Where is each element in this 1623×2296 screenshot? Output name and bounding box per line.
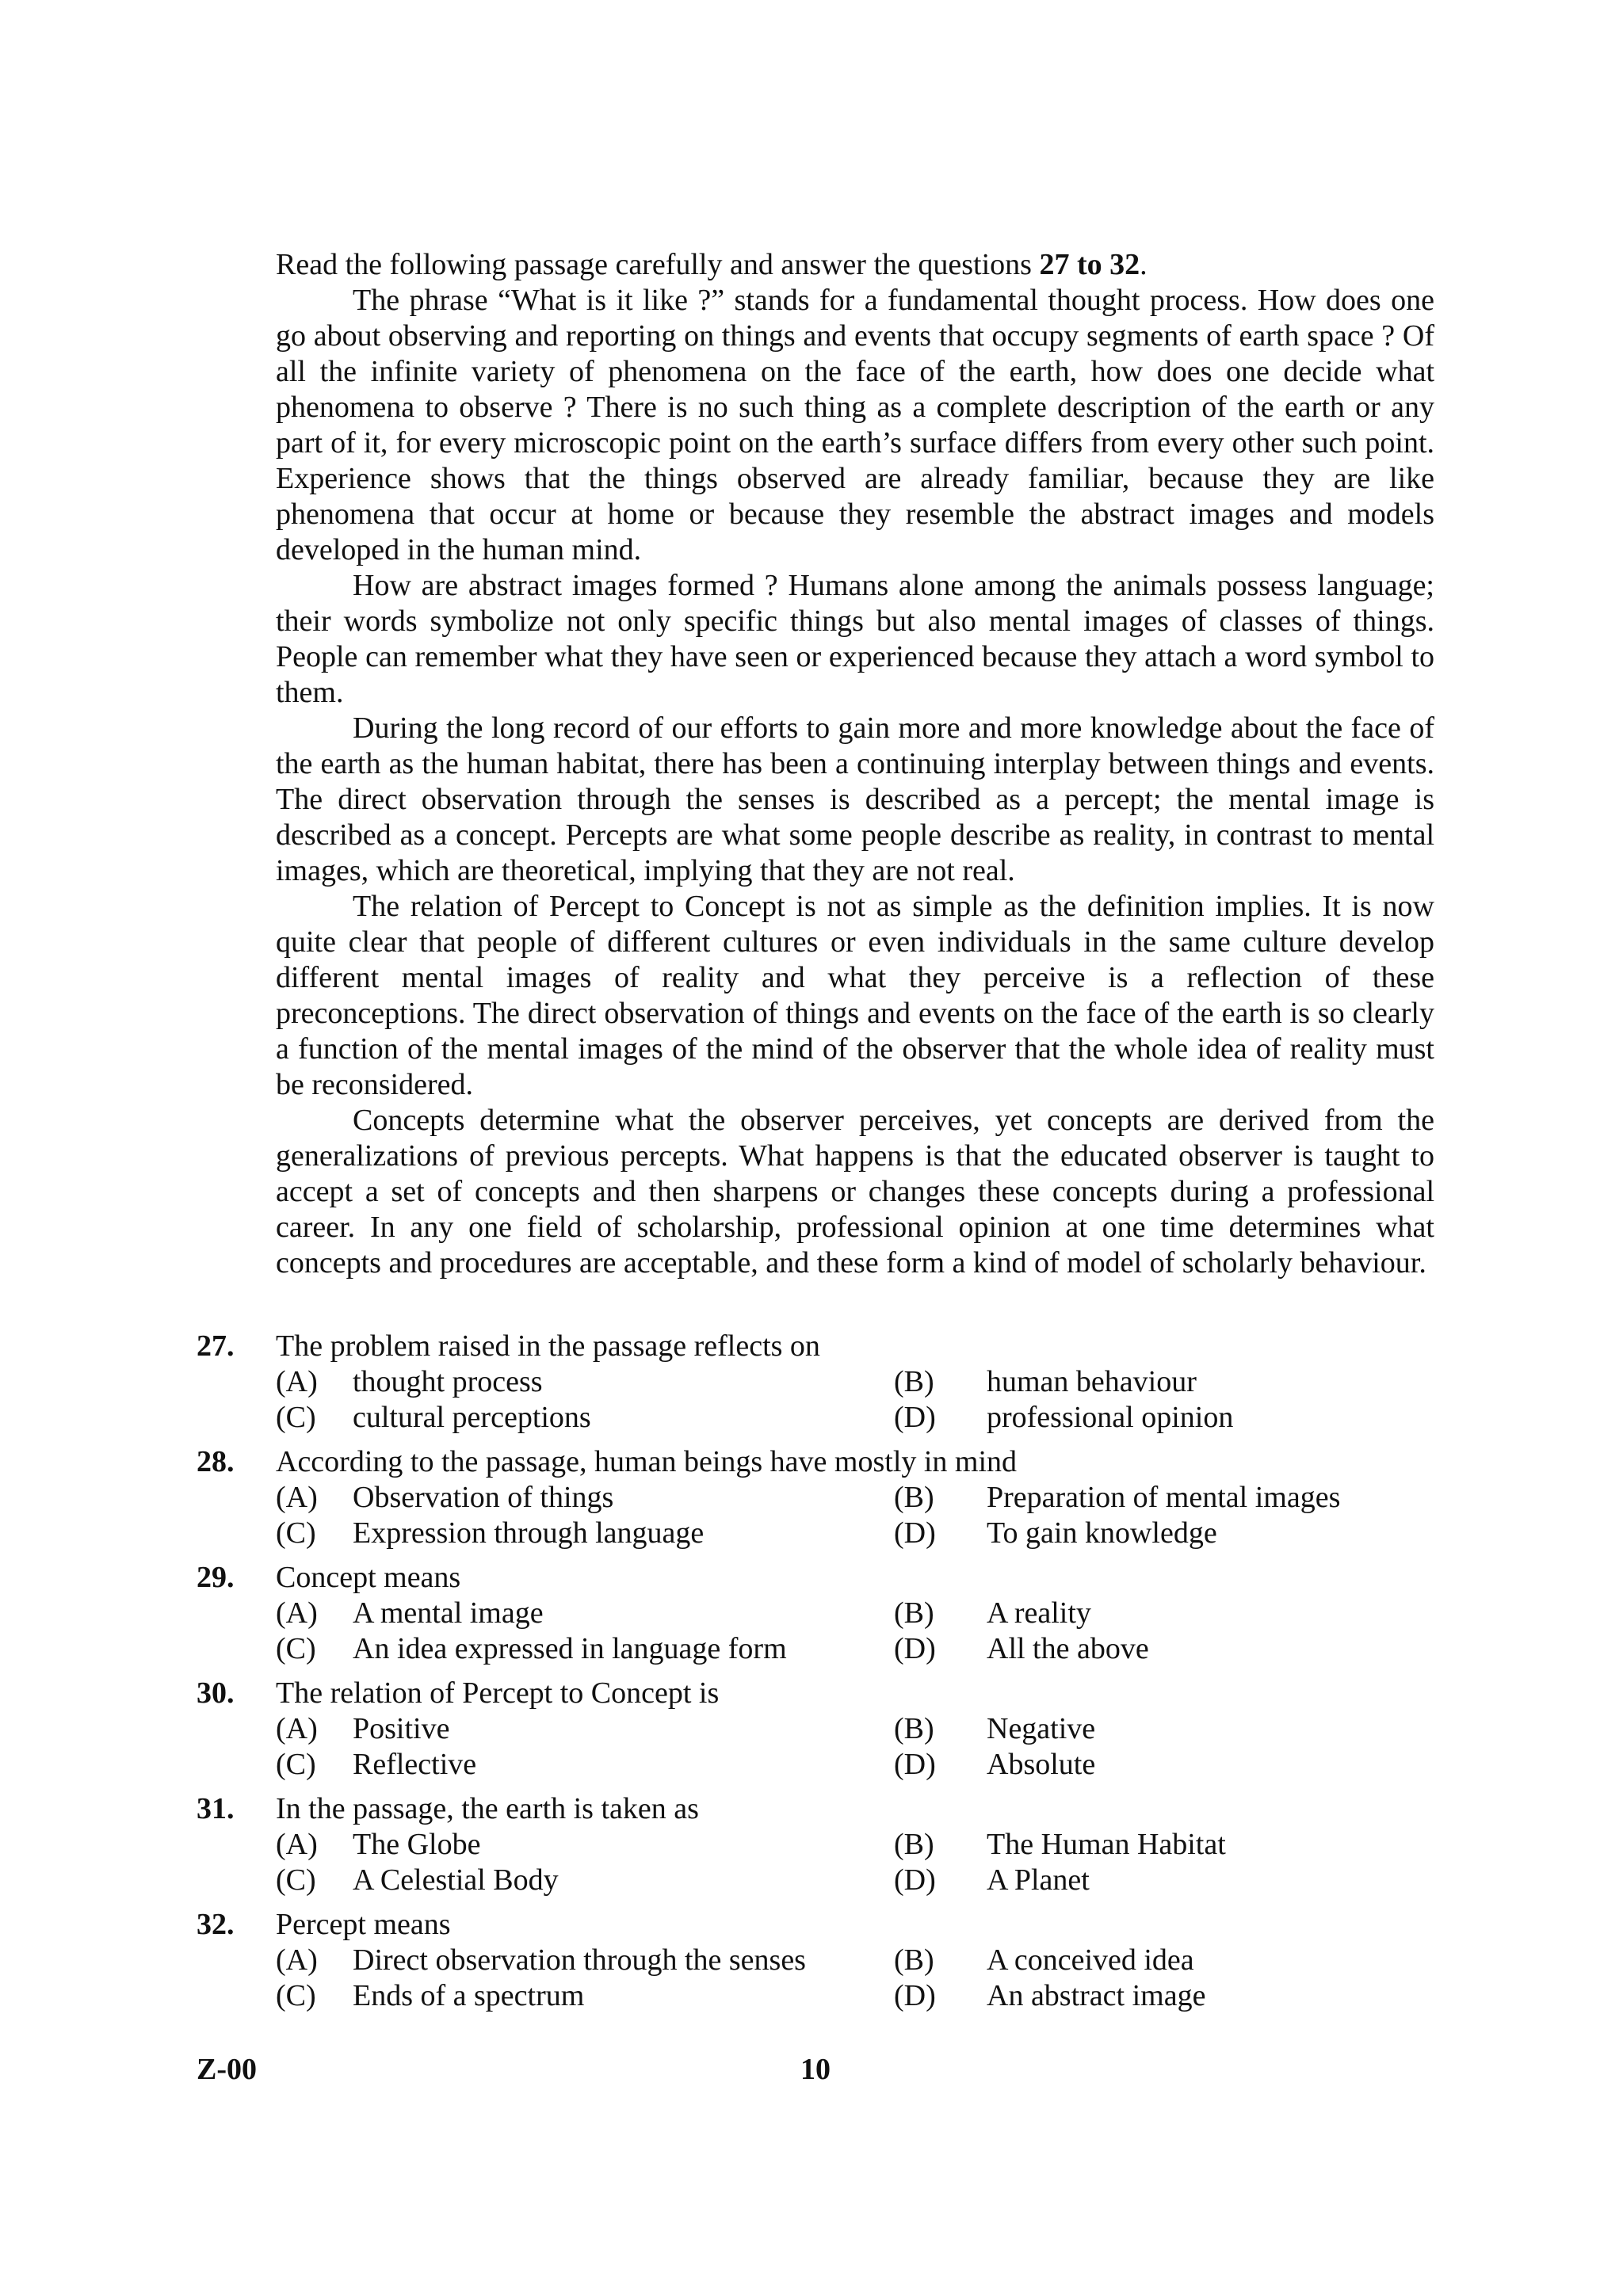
question-number: 31.: [197, 1792, 235, 1825]
option-letter: (D): [894, 1516, 936, 1550]
passage-paragraph-3: During the long record of our efforts to gain more and more knowledge about the face of the earth as the human habitat, there has been a continuing interplay between things and events. The direct observation through the senses is described as a percept; the mental image is described as a concept. Percepts are what some people describe as reality, in contrast to mental images, which are theoretical, implying that they are not real.: [276, 711, 1434, 887]
question-31: [197, 1791, 1434, 1898]
option-letter: (D): [894, 1632, 936, 1665]
option-letter: (B): [894, 1943, 934, 1977]
question-text: The problem raised in the passage reflects on: [276, 1329, 820, 1363]
option-letter: (B): [894, 1481, 934, 1514]
question-number: 30.: [197, 1676, 235, 1710]
page-number: 10: [800, 2053, 831, 2086]
option-text: A reality: [987, 1596, 1091, 1630]
option-letter: (C): [276, 1632, 316, 1665]
instruction-text: Read the following passage carefully and answer the questions: [276, 248, 1040, 281]
option-letter: (C): [276, 1516, 316, 1550]
option-text: A Planet: [987, 1863, 1090, 1897]
option-text: A conceived idea: [987, 1943, 1194, 1977]
question-text: According to the passage, human beings have mostly in mind: [276, 1445, 1018, 1478]
question-29: [197, 1560, 1434, 1667]
instruction-question-range: 27 to 32: [1039, 248, 1140, 281]
question-28: [197, 1444, 1434, 1551]
question-27: [197, 1329, 1434, 1436]
option-letter: (A): [276, 1596, 318, 1630]
option-letter: (D): [894, 1863, 936, 1897]
option-letter: (C): [276, 1748, 316, 1781]
option-letter: (C): [276, 1979, 316, 2012]
question-30: [197, 1676, 1434, 1783]
option-letter: (B): [894, 1712, 934, 1745]
option-text: Observation of things: [353, 1481, 614, 1514]
question-list: [197, 1329, 1434, 2023]
option-text: human behaviour: [987, 1365, 1197, 1398]
option-letter: (D): [894, 1979, 936, 2012]
instruction-period: .: [1140, 248, 1148, 281]
option-text: Positive: [353, 1712, 450, 1745]
option-text: The Human Habitat: [987, 1828, 1226, 1861]
option-letter: (B): [894, 1365, 934, 1398]
option-text: The Globe: [353, 1828, 481, 1861]
option-letter: (C): [276, 1401, 316, 1434]
option-text: Expression through language: [353, 1516, 705, 1550]
option-letter: (A): [276, 1365, 318, 1398]
option-text: professional opinion: [987, 1401, 1234, 1434]
passage: [276, 247, 1434, 1281]
option-letter: (D): [894, 1748, 936, 1781]
option-text: Direct observation through the senses: [353, 1943, 806, 1977]
option-letter: (B): [894, 1828, 934, 1861]
option-text: A Celestial Body: [353, 1863, 559, 1897]
option-text: An abstract image: [987, 1979, 1206, 2012]
option-text: Negative: [987, 1712, 1096, 1745]
option-text: All the above: [987, 1632, 1149, 1665]
option-letter: (C): [276, 1863, 316, 1897]
option-text: Absolute: [987, 1748, 1096, 1781]
option-text: thought process: [353, 1365, 543, 1398]
option-letter: (B): [894, 1596, 934, 1630]
option-letter: (A): [276, 1943, 318, 1977]
question-number: 27.: [197, 1329, 235, 1363]
option-text: Preparation of mental images: [987, 1481, 1341, 1514]
passage-paragraph-4: The relation of Percept to Concept is not as simple as the definition implies. It is now quite clear that people of different cultures or even individuals in the same culture develop different mental images of reality and what they perceive is a reflection of these preconceptions. The direct observation of things and events on the face of the earth is so clearly a function of the mental images of the mind of the observer that the whole idea of reality must be reconsidered.: [276, 890, 1434, 1101]
option-letter: (A): [276, 1828, 318, 1861]
option-text: An idea expressed in language form: [353, 1632, 787, 1665]
option-text: Ends of a spectrum: [353, 1979, 585, 2012]
option-letter: (A): [276, 1481, 318, 1514]
option-text: To gain knowledge: [987, 1516, 1217, 1550]
question-number: 32.: [197, 1908, 235, 1941]
option-letter: (D): [894, 1401, 936, 1434]
question-number: 29.: [197, 1561, 235, 1594]
option-letter: (A): [276, 1712, 318, 1745]
passage-paragraph-2: How are abstract images formed ? Humans alone among the animals possess language; their words symbolize not only specific things but also mental images of classes of things. People can remember what they have seen or experienced because they attach a word symbol to them.: [276, 569, 1434, 709]
question-text: The relation of Percept to Concept is: [276, 1676, 720, 1710]
passage-instruction: [276, 247, 1434, 283]
paper-code: Z-00: [197, 2053, 257, 2086]
option-text: Reflective: [353, 1748, 477, 1781]
question-text: Percept means: [276, 1908, 451, 1941]
passage-paragraph-1: The phrase “What is it like ?” stands for a fundamental thought process. How does one go about observing and reporting on things and events that occupy segments of earth space ? Of all the infinite variety of phenomena on the face of the earth, how does one decide what phenomena to observe ? There is no such thing as a complete description of the earth or any part of it, for every microscopic point on the earth’s surface differs from every other such point. Experience shows that the things observed are already familiar, because they are like phenomena that occur at home or because they resemble the abstract images and models developed in the human mind.: [276, 284, 1434, 566]
passage-paragraph-5: Concepts determine what the observer perceives, yet concepts are derived from the generalizations of previous percepts. What happens is that the educated observer is taught to accept a set of concepts and then sharpens or changes these concepts during a professional career. In any one field of scholarship, professional opinion at one time determines what concepts and procedures are acceptable, and these form a kind of model of scholarly behaviour.: [276, 1104, 1434, 1280]
question-32: [197, 1907, 1434, 2014]
option-text: cultural perceptions: [353, 1401, 591, 1434]
question-number: 28.: [197, 1445, 235, 1478]
option-text: A mental image: [353, 1596, 544, 1630]
question-text: In the passage, the earth is taken as: [276, 1792, 699, 1825]
question-text: Concept means: [276, 1561, 461, 1594]
